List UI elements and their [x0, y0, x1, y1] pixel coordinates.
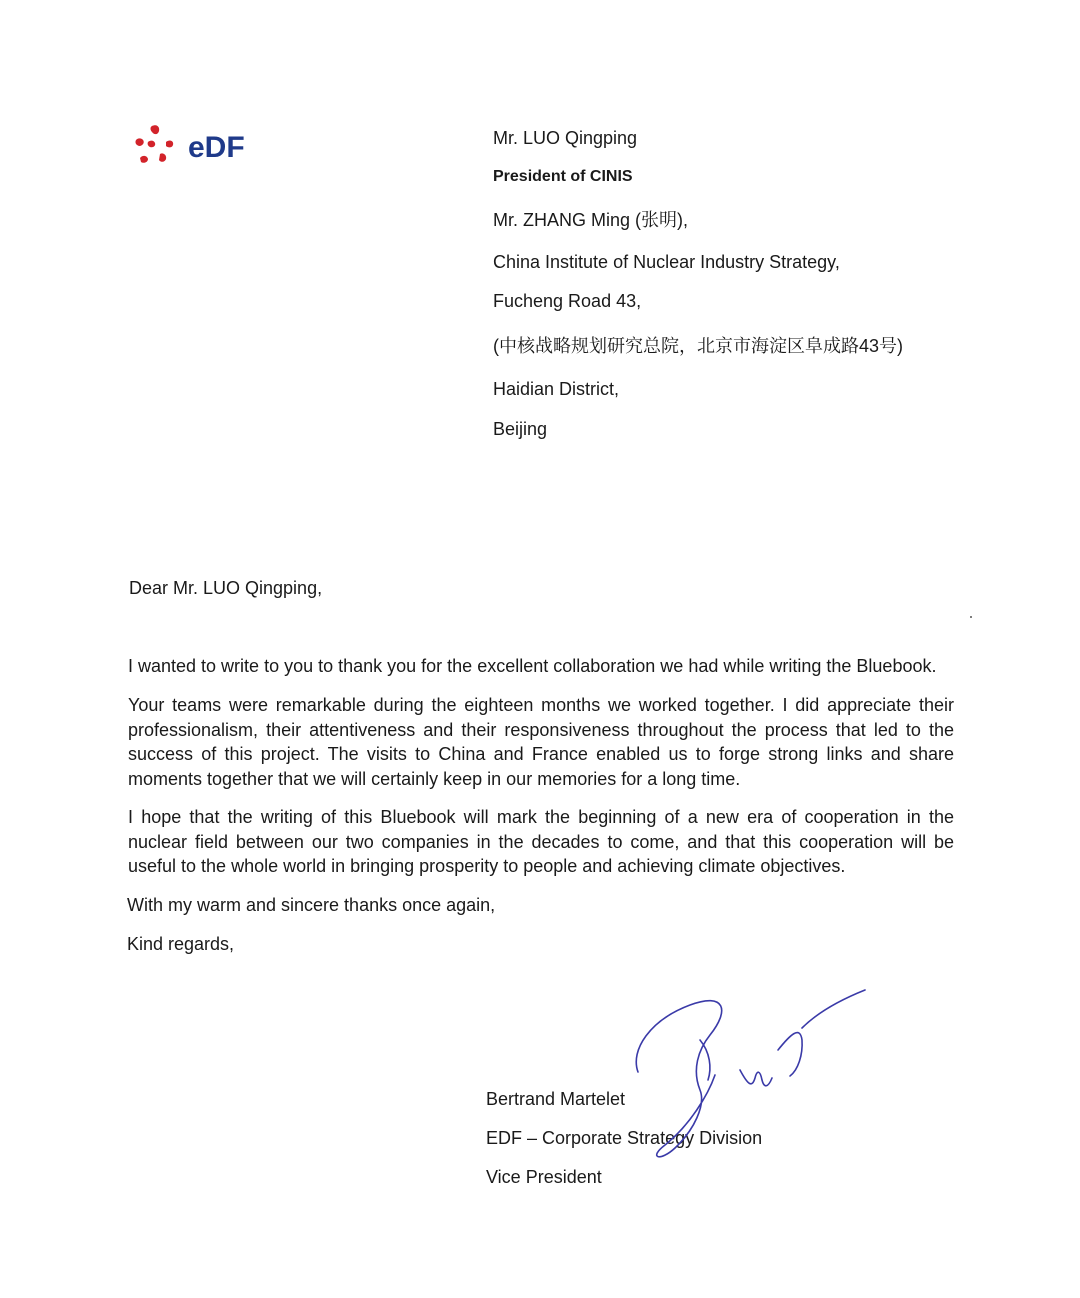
recipient-contact: Mr. ZHANG Ming (张明),	[493, 210, 689, 230]
speck-mark	[970, 616, 972, 618]
recipient-title: President of CINIS	[493, 168, 633, 185]
recipient-chinese-address: (中核战略规划研究总院，北京市海淀区阜成路43号)	[493, 336, 904, 356]
handwritten-signature	[620, 980, 880, 1165]
recipient-district: Haidian District,	[493, 379, 620, 399]
signatory-name: Bertrand Martelet	[486, 1089, 626, 1109]
body-paragraph: I wanted to write to you to thank you for the excellent collaboration we had while writing the Bluebook.	[128, 656, 937, 676]
body-paragraph: Your teams were remarkable during the eighteen months we worked together. I did appreciate their professionalism, their attentiveness and their responsiveness throughout the process that led to the success of this project. The visits to China and France enabled us to forge strong links and share moments together that we will certainly keep in our memories for a long time.	[128, 695, 954, 789]
recipient-city: Beijing	[493, 419, 548, 439]
closing-regards: Kind regards,	[127, 934, 235, 954]
closing-thanks: With my warm and sincere thanks once again,	[127, 895, 496, 915]
recipient-organization: China Institute of Nuclear Industry Strategy,	[493, 252, 840, 272]
body-paragraph: I hope that the writing of this Bluebook will mark the beginning of a new era of cooperation in the nuclear field between our two companies in the decades to come, and that this cooperation will be useful to the whole world in bringing prosperity to people and achieving climate objectives.	[128, 807, 954, 876]
signatory-division: EDF – Corporate Strategy Division	[486, 1128, 763, 1148]
brand-name: eDF	[188, 131, 245, 164]
signatory-title: Vice President	[486, 1167, 602, 1187]
salutation: Dear Mr. LUO Qingping,	[129, 578, 323, 598]
recipient-street: Fucheng Road 43,	[493, 291, 642, 311]
recipient-name: Mr. LUO Qingping	[493, 128, 638, 148]
